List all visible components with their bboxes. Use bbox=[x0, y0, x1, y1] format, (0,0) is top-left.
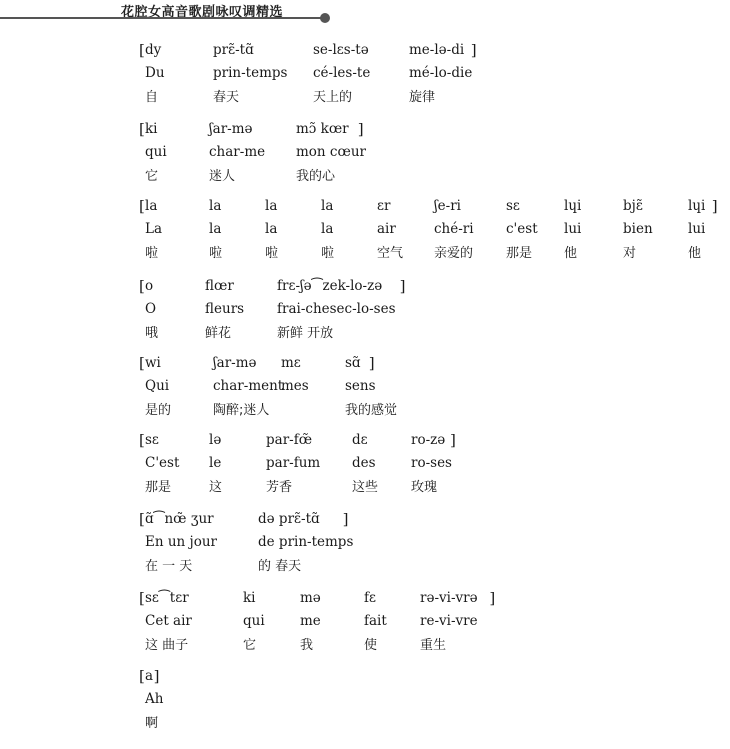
ipa-syllable: dy bbox=[145, 42, 162, 58]
french-word: Du bbox=[145, 65, 165, 81]
chinese-word: 这 bbox=[209, 480, 223, 495]
chinese-word: 玫瑰 bbox=[411, 480, 438, 495]
ipa-syllable: sɑ̃ bbox=[345, 355, 361, 371]
chinese-line bbox=[0, 555, 730, 575]
ipa-syllable: par-fœ̃ bbox=[266, 432, 313, 448]
french-word: ché-ri bbox=[434, 221, 474, 237]
chinese-word: 啦 bbox=[265, 246, 279, 261]
ipa-syllable: lɥi bbox=[688, 198, 706, 214]
ipa-syllable: la bbox=[265, 198, 278, 214]
ipa-syllable: ʃar-mə bbox=[213, 355, 257, 371]
close-bracket: ] bbox=[711, 197, 718, 215]
french-line bbox=[0, 144, 730, 164]
french-line bbox=[0, 613, 730, 633]
french-word: C'est bbox=[145, 455, 180, 471]
french-word: char-ment bbox=[213, 378, 284, 394]
ipa-syllable: la bbox=[209, 198, 222, 214]
chinese-line bbox=[0, 322, 730, 342]
chinese-word: 对 bbox=[623, 246, 637, 261]
ipa-syllable: frɛ-ʃə⁀zek-lo-zə bbox=[277, 278, 383, 294]
close-bracket: ] bbox=[368, 354, 375, 372]
chinese-word: 是的 bbox=[145, 403, 172, 418]
open-bracket: [ bbox=[139, 277, 145, 295]
ipa-syllable: la bbox=[145, 198, 158, 214]
french-word: par-fum bbox=[266, 455, 321, 471]
ipa-syllable: a bbox=[145, 668, 154, 684]
french-line bbox=[0, 455, 730, 475]
chinese-word: 旋律 bbox=[409, 90, 436, 105]
open-bracket: [ bbox=[139, 197, 145, 215]
ipa-syllable: sɛ⁀tɛr bbox=[145, 590, 189, 606]
french-word: La bbox=[145, 221, 163, 237]
close-bracket: ] bbox=[342, 510, 349, 528]
french-word: ro-ses bbox=[411, 455, 452, 471]
ipa-syllable: ro-zə bbox=[411, 432, 446, 448]
french-word: char-me bbox=[209, 144, 266, 160]
ipa-syllable: fɛ bbox=[364, 590, 376, 606]
ipa-line bbox=[0, 121, 730, 141]
french-word: cé-les-te bbox=[313, 65, 371, 81]
close-bracket: ] bbox=[153, 667, 160, 685]
french-word: bien bbox=[623, 221, 653, 237]
chinese-word: 他 bbox=[564, 246, 578, 261]
french-word: fleurs bbox=[205, 301, 245, 317]
french-word: de prin-temps bbox=[258, 534, 354, 550]
ipa-syllable: se-lɛs-tə bbox=[313, 42, 369, 58]
chinese-line bbox=[0, 634, 730, 654]
french-word: En un jour bbox=[145, 534, 217, 550]
chinese-word: 迷人 bbox=[209, 169, 236, 184]
ipa-syllable: o bbox=[145, 278, 154, 294]
open-bracket: [ bbox=[139, 120, 145, 138]
ipa-syllable: sɛ bbox=[145, 432, 159, 448]
chinese-word: 哦 bbox=[145, 326, 159, 341]
ipa-syllable: ki bbox=[145, 121, 158, 137]
ipa-syllable: ʃar-mə bbox=[209, 121, 253, 137]
french-word: mon cœur bbox=[296, 144, 366, 160]
ipa-syllable: də prɛ̃-tɑ̃ bbox=[258, 511, 320, 527]
french-word: Ah bbox=[145, 691, 164, 707]
french-word: c'est bbox=[506, 221, 538, 237]
french-word: fait bbox=[364, 613, 387, 629]
french-line bbox=[0, 534, 730, 554]
ipa-line bbox=[0, 511, 730, 531]
ipa-syllable: wi bbox=[145, 355, 161, 371]
open-bracket: [ bbox=[139, 41, 145, 59]
chinese-word: 的 春天 bbox=[258, 559, 302, 574]
chinese-word: 我的心 bbox=[296, 169, 336, 184]
chinese-word: 陶醉;迷人 bbox=[213, 403, 270, 418]
french-word: mé-lo-die bbox=[409, 65, 473, 81]
french-word: la bbox=[321, 221, 334, 237]
ipa-syllable: ʃe-ri bbox=[434, 198, 461, 214]
french-word: le bbox=[209, 455, 222, 471]
open-bracket: [ bbox=[139, 354, 145, 372]
french-word: mes bbox=[281, 378, 309, 394]
french-word: air bbox=[377, 221, 396, 237]
header-dot bbox=[320, 13, 330, 23]
ipa-syllable: mɛ bbox=[281, 355, 301, 371]
open-bracket: [ bbox=[139, 589, 145, 607]
chinese-word: 鲜花 bbox=[205, 326, 232, 341]
chinese-word: 新鲜 开放 bbox=[277, 326, 334, 341]
chinese-word: 它 bbox=[243, 638, 257, 653]
chinese-line bbox=[0, 476, 730, 496]
french-word: me bbox=[300, 613, 321, 629]
chinese-word: 空气 bbox=[377, 246, 404, 261]
ipa-syllable: bjɛ̃ bbox=[623, 198, 643, 214]
chinese-word: 自 bbox=[145, 90, 159, 105]
chinese-word: 在 一 天 bbox=[145, 559, 193, 574]
french-word: la bbox=[265, 221, 278, 237]
french-word: Cet air bbox=[145, 613, 192, 629]
ipa-line bbox=[0, 432, 730, 452]
chinese-word: 啊 bbox=[145, 716, 159, 731]
chinese-word: 啦 bbox=[321, 246, 335, 261]
chinese-word: 他 bbox=[688, 246, 702, 261]
french-word: des bbox=[352, 455, 376, 471]
french-word: sens bbox=[345, 378, 376, 394]
ipa-line bbox=[0, 198, 730, 218]
ipa-syllable: prɛ̃-tɑ̃ bbox=[213, 42, 254, 58]
chinese-word: 使 bbox=[364, 638, 378, 653]
open-bracket: [ bbox=[139, 667, 145, 685]
close-bracket: ] bbox=[470, 41, 477, 59]
chinese-word: 它 bbox=[145, 169, 159, 184]
ipa-line bbox=[0, 355, 730, 375]
chinese-word: 这些 bbox=[352, 480, 379, 495]
ipa-syllable: flœr bbox=[205, 278, 234, 294]
ipa-syllable: mɔ̃ kœr bbox=[296, 121, 349, 137]
ipa-syllable: dɛ bbox=[352, 432, 368, 448]
french-word: re-vi-vre bbox=[420, 613, 478, 629]
chinese-line bbox=[0, 712, 730, 732]
chinese-word: 芳香 bbox=[266, 480, 293, 495]
french-word: O bbox=[145, 301, 157, 317]
chinese-word: 我 bbox=[300, 638, 314, 653]
french-line bbox=[0, 378, 730, 398]
chinese-word: 这 曲子 bbox=[145, 638, 189, 653]
french-word: prin-temps bbox=[213, 65, 288, 81]
chinese-line bbox=[0, 165, 730, 185]
chinese-word: 那是 bbox=[506, 246, 533, 261]
open-bracket: [ bbox=[139, 510, 145, 528]
ipa-syllable: sɛ bbox=[506, 198, 520, 214]
chinese-word: 啦 bbox=[209, 246, 223, 261]
open-bracket: [ bbox=[139, 431, 145, 449]
chinese-word: 天上的 bbox=[313, 90, 353, 105]
chinese-word: 重生 bbox=[420, 638, 447, 653]
french-word: qui bbox=[145, 144, 167, 160]
french-word: qui bbox=[243, 613, 265, 629]
ipa-syllable: me-lə-di bbox=[409, 42, 465, 58]
french-word: lui bbox=[564, 221, 582, 237]
ipa-syllable: la bbox=[321, 198, 334, 214]
close-bracket: ] bbox=[399, 277, 406, 295]
ipa-syllable: ɑ̃⁀nœ̃ ʒur bbox=[145, 511, 214, 527]
ipa-line bbox=[0, 590, 730, 610]
close-bracket: ] bbox=[450, 431, 456, 449]
header-rule bbox=[0, 17, 322, 19]
chinese-word: 春天 bbox=[213, 90, 240, 105]
ipa-syllable: ki bbox=[243, 590, 256, 606]
french-word: frai-chesec-lo-ses bbox=[277, 301, 396, 317]
chinese-line bbox=[0, 242, 730, 262]
chinese-word: 那是 bbox=[145, 480, 172, 495]
french-line bbox=[0, 221, 730, 241]
chinese-word: 我的感觉 bbox=[345, 403, 398, 418]
ipa-line bbox=[0, 42, 730, 62]
french-line bbox=[0, 691, 730, 711]
ipa-syllable: mə bbox=[300, 590, 321, 606]
ipa-syllable: lɥi bbox=[564, 198, 582, 214]
ipa-line bbox=[0, 668, 730, 688]
french-word: la bbox=[209, 221, 222, 237]
chinese-word: 亲爱的 bbox=[434, 246, 474, 261]
ipa-syllable: ɛr bbox=[377, 198, 391, 214]
chinese-line bbox=[0, 399, 730, 419]
book-title: 花腔女高音歌剧咏叹调精选 bbox=[121, 5, 284, 20]
chinese-line bbox=[0, 86, 730, 106]
running-header bbox=[0, 0, 330, 24]
close-bracket: ] bbox=[489, 589, 496, 607]
close-bracket: ] bbox=[357, 120, 364, 138]
ipa-syllable: rə-vi-vrə bbox=[420, 590, 478, 606]
ipa-line bbox=[0, 278, 730, 298]
french-line bbox=[0, 65, 730, 85]
ipa-syllable: lə bbox=[209, 432, 222, 448]
french-line bbox=[0, 301, 730, 321]
french-word: lui bbox=[688, 221, 706, 237]
french-word: Qui bbox=[145, 378, 170, 394]
chinese-word: 啦 bbox=[145, 246, 159, 261]
